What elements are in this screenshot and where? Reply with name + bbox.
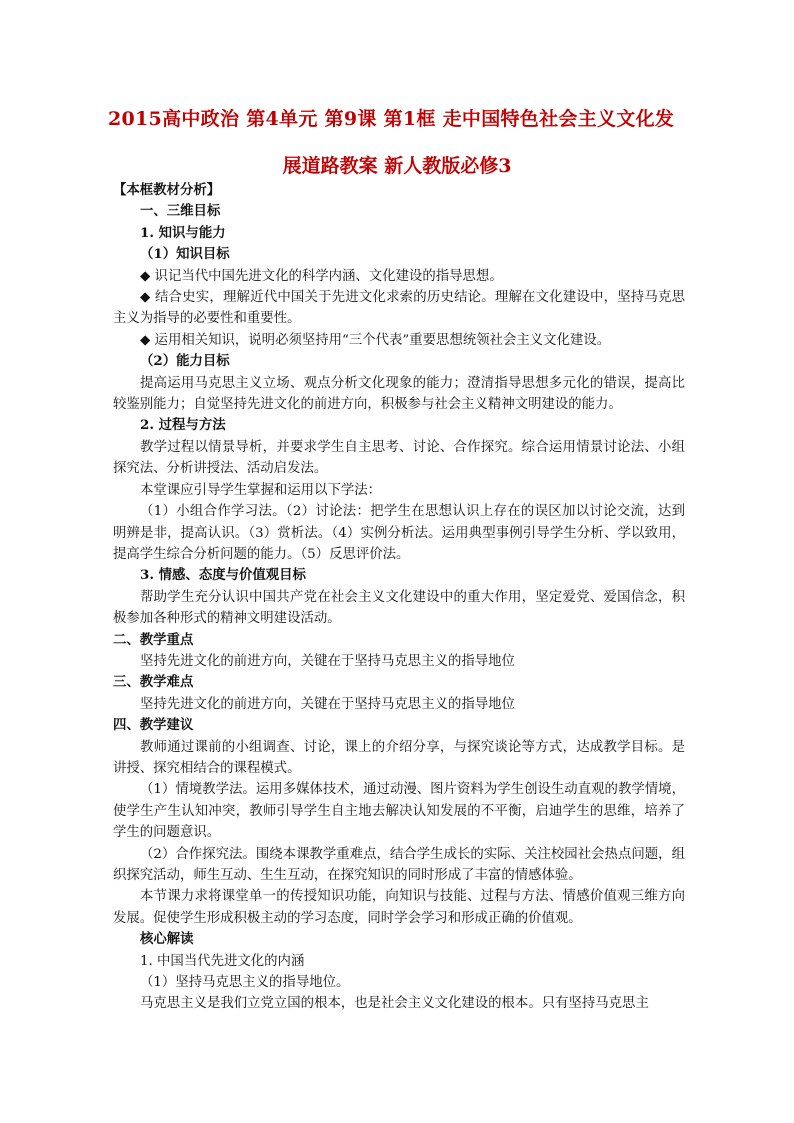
paragraph: （1）情境教学法。运用多媒体技术，通过动漫、图片资料为学生创设生动直观的教学情境，使学生产生认知冲突，教师引导学生自主地去解决认知发展的不平衡，启迪学生的思维，培养了学生的问题意识。 [113,782,685,841]
paragraph: 1. 中国当代先进文化的内涵 [140,953,305,969]
paragraph: 【本框教材分析】 [113,182,221,198]
paragraph: 本节课力求将课堂单一的传授知识功能，向知识与技能、过程与方法、情感价值观三维方向发展。促使学生形成积极主动的学习态度，同时学会学习和形成正确的价值观。 [113,889,685,926]
paragraph: （1）小组合作学习法。（2）讨论法：把学生在思想认识上存在的误区加以讨论交流，达到明辨是非，提高认识。（3）赏析法。（4）实例分析法。运用典型事例引导学生分析、学以致用，提高学生综合分析问题的能力。（5）反思评价法。 [113,504,685,562]
paragraph: 三、教学难点 [113,674,194,691]
paragraph: 3. 情感、态度与价值观目标 [140,567,306,584]
paragraph: 教学过程以情景导析，并要求学生自主思考、讨论、合作探究。综合运用情景讨论法、小组探究法、分析讲授法、活动启发法。 [113,439,685,477]
paragraph: 2. 过程与方法 [140,417,226,434]
paragraph: 核心解读 [140,931,194,948]
paragraph: ◆ 识记当代中国先进文化的科学内涵、文化建设的指导思想。 [140,268,503,284]
paragraph: 1. 知识与能力 [140,224,226,241]
paragraph: 二、教学重点 [113,631,194,648]
document-title-line-1: 2015高中政治 第4单元 第9课 第1框 走中国特色社会主义文化发 [108,108,675,130]
paragraph: 教师通过课前的小组调查、讨论，课上的介绍分享，与探究谈论等方式，达成教学目标。是讲授、探究相结合的课程模式。 [113,739,685,776]
paragraph: 坚持先进文化的前进方向，关键在于坚持马克思主义的指导地位 [140,696,515,712]
paragraph: 马克思主义是我们立党立国的根本，也是社会主义文化建设的根本。只有坚持马克思主 [140,996,649,1012]
paragraph: 四、教学建议 [113,717,194,734]
paragraph: 坚持先进文化的前进方向，关键在于坚持马克思主义的指导地位 [140,653,515,669]
paragraph: （2）能力目标 [140,353,230,370]
paragraph: 提高运用马克思主义立场、观点分析文化现象的能力；澄清指导思想多元化的错误，提高比较鉴别能力；自觉坚持先进文化的前进方向，积极参与社会主义精神文明建设的能力。 [113,375,685,413]
paragraph: （1）知识目标 [140,246,230,263]
paragraph: 帮助学生充分认识中国共产党在社会主义文化建设中的重大作用，坚定爱党、爱国信念，积极参加各种形式的精神文明建设活动。 [113,589,685,627]
paragraph: 一、三维目标 [140,203,221,220]
paragraph: ◆ 运用相关知识，说明必须坚持用“三个代表”重要思想统领社会主义文化建设。 [140,332,611,348]
document-body [113,180,685,1015]
document-title-line-2: 展道路教案 新人教版必修3 [282,155,512,177]
paragraph: （1）坚持马克思主义的指导地位。 [140,975,350,991]
paragraph: （2）合作探究法。围绕本课教学重难点，结合学生成长的实际、关注校园社会热点问题，组织探究活动，师生互动、生生互动，在探究知识的同时形成了丰富的情感体验。 [113,846,685,883]
paragraph: ◆ 结合史实，理解近代中国关于先进文化求索的历史结论。理解在文化建设中，坚持马克思主义为指导的必要性和重要性。 [113,290,685,327]
paragraph: 本堂课应引导学生掌握和运用以下学法： [140,482,382,498]
